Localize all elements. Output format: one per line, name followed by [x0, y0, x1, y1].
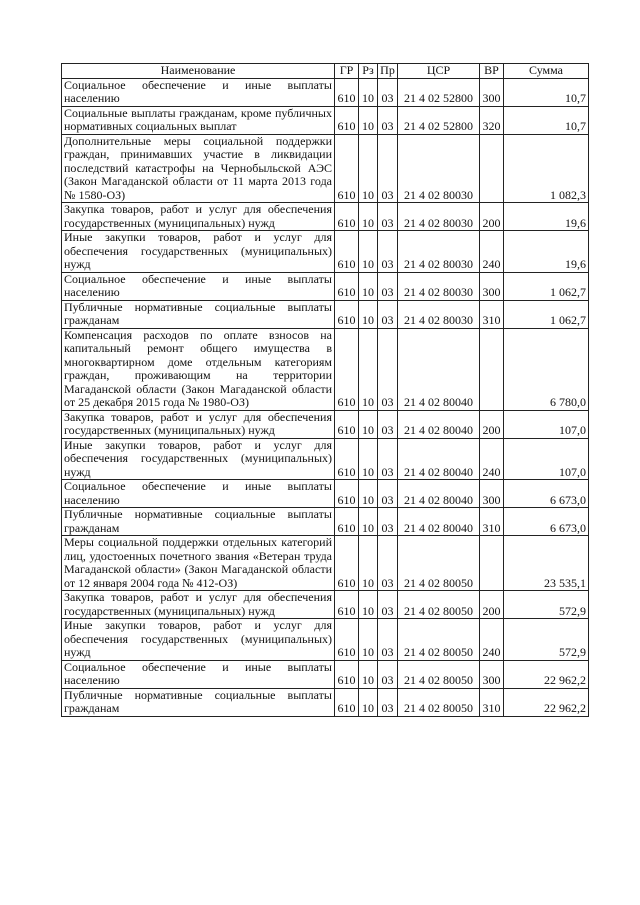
cell-vr: 240	[480, 231, 504, 273]
cell-name: Закупка товаров, работ и услуг для обеспечения государственных (муниципальных) нужд	[62, 410, 335, 438]
table-row	[62, 480, 589, 508]
table-row	[62, 410, 589, 438]
cell-rz: 10	[359, 508, 378, 536]
cell-rz: 10	[359, 660, 378, 688]
cell-name: Иные закупки товаров, работ и услуг для обеспечения государственных (муниципальных) нужд	[62, 619, 335, 661]
cell-sum: 19,6	[504, 231, 589, 273]
cell-pr: 03	[378, 410, 398, 438]
cell-csr: 21 4 02 52800	[398, 106, 480, 134]
cell-name: Закупка товаров, работ и услуг для обеспечения государственных (муниципальных) нужд	[62, 203, 335, 231]
cell-vr: 300	[480, 660, 504, 688]
cell-sum: 10,7	[504, 78, 589, 106]
cell-csr: 21 4 02 80030	[398, 272, 480, 300]
cell-pr: 03	[378, 688, 398, 716]
cell-sum: 22 962,2	[504, 660, 589, 688]
cell-gr: 610	[335, 78, 359, 106]
header-vr: ВР	[480, 64, 504, 79]
cell-sum: 107,0	[504, 438, 589, 480]
cell-pr: 03	[378, 300, 398, 328]
cell-gr: 610	[335, 328, 359, 410]
cell-vr	[480, 536, 504, 591]
cell-csr: 21 4 02 52800	[398, 78, 480, 106]
cell-sum: 1 082,3	[504, 134, 589, 203]
cell-name: Закупка товаров, работ и услуг для обеспечения государственных (муниципальных) нужд	[62, 591, 335, 619]
cell-gr: 610	[335, 688, 359, 716]
cell-rz: 10	[359, 536, 378, 591]
cell-vr: 300	[480, 78, 504, 106]
cell-csr: 21 4 02 80030	[398, 231, 480, 273]
cell-name: Социальное обеспечение и иные выплаты населению	[62, 660, 335, 688]
cell-vr: 240	[480, 438, 504, 480]
cell-pr: 03	[378, 231, 398, 273]
cell-sum: 22 962,2	[504, 688, 589, 716]
cell-name: Иные закупки товаров, работ и услуг для обеспечения государственных (муниципальных) нужд	[62, 438, 335, 480]
cell-vr: 200	[480, 203, 504, 231]
cell-vr: 310	[480, 508, 504, 536]
cell-rz: 10	[359, 410, 378, 438]
cell-pr: 03	[378, 438, 398, 480]
cell-name: Дополнительные меры социальной поддержки граждан, принимавших участие в ликвидации последствий катастрофы на Чернобыльской АЭС (Закон Магаданской области от 11 марта 2013 года № 1580-ОЗ)	[62, 134, 335, 203]
cell-rz: 10	[359, 328, 378, 410]
cell-pr: 03	[378, 480, 398, 508]
table-row	[62, 508, 589, 536]
cell-gr: 610	[335, 536, 359, 591]
cell-rz: 10	[359, 203, 378, 231]
table-row	[62, 438, 589, 480]
header-rz: Рз	[359, 64, 378, 79]
budget-table	[61, 63, 589, 717]
cell-vr: 310	[480, 688, 504, 716]
header-pr: Пр	[378, 64, 398, 79]
cell-vr	[480, 134, 504, 203]
cell-rz: 10	[359, 300, 378, 328]
table-row	[62, 134, 589, 203]
cell-csr: 21 4 02 80050	[398, 591, 480, 619]
cell-pr: 03	[378, 508, 398, 536]
cell-gr: 610	[335, 300, 359, 328]
table-row	[62, 78, 589, 106]
cell-vr: 300	[480, 480, 504, 508]
cell-sum: 6 673,0	[504, 508, 589, 536]
cell-name: Социальное обеспечение и иные выплаты населению	[62, 480, 335, 508]
cell-vr: 320	[480, 106, 504, 134]
cell-pr: 03	[378, 591, 398, 619]
table-row	[62, 619, 589, 661]
table-row	[62, 231, 589, 273]
cell-rz: 10	[359, 438, 378, 480]
cell-csr: 21 4 02 80040	[398, 438, 480, 480]
cell-rz: 10	[359, 619, 378, 661]
cell-sum: 1 062,7	[504, 272, 589, 300]
cell-vr: 200	[480, 410, 504, 438]
table-row	[62, 300, 589, 328]
cell-rz: 10	[359, 591, 378, 619]
cell-gr: 610	[335, 619, 359, 661]
cell-rz: 10	[359, 134, 378, 203]
table-row	[62, 272, 589, 300]
cell-name: Компенсация расходов по оплате взносов на капитальный ремонт общего имущества в многоквартирном доме отдельным категориям граждан, проживающим на территории Магаданской области (Закон Магаданской области от 25 декабря 2015 года № 1980-ОЗ)	[62, 328, 335, 410]
cell-csr: 21 4 02 80050	[398, 536, 480, 591]
cell-sum: 23 535,1	[504, 536, 589, 591]
cell-rz: 10	[359, 272, 378, 300]
cell-rz: 10	[359, 106, 378, 134]
table-row	[62, 536, 589, 591]
cell-sum: 6 673,0	[504, 480, 589, 508]
cell-vr: 240	[480, 619, 504, 661]
table-row	[62, 328, 589, 410]
cell-pr: 03	[378, 660, 398, 688]
cell-rz: 10	[359, 78, 378, 106]
cell-pr: 03	[378, 619, 398, 661]
cell-rz: 10	[359, 688, 378, 716]
table-row	[62, 660, 589, 688]
cell-csr: 21 4 02 80050	[398, 619, 480, 661]
cell-vr: 200	[480, 591, 504, 619]
cell-sum: 572,9	[504, 619, 589, 661]
cell-pr: 03	[378, 78, 398, 106]
cell-csr: 21 4 02 80040	[398, 508, 480, 536]
cell-pr: 03	[378, 328, 398, 410]
cell-csr: 21 4 02 80050	[398, 688, 480, 716]
cell-gr: 610	[335, 134, 359, 203]
cell-vr: 300	[480, 272, 504, 300]
table-row	[62, 591, 589, 619]
cell-csr: 21 4 02 80030	[398, 300, 480, 328]
cell-name: Социальное обеспечение и иные выплаты населению	[62, 272, 335, 300]
cell-csr: 21 4 02 80050	[398, 660, 480, 688]
cell-sum: 19,6	[504, 203, 589, 231]
table-row	[62, 106, 589, 134]
cell-pr: 03	[378, 203, 398, 231]
header-row	[62, 64, 589, 79]
cell-vr: 310	[480, 300, 504, 328]
cell-sum: 107,0	[504, 410, 589, 438]
cell-csr: 21 4 02 80040	[398, 410, 480, 438]
cell-gr: 610	[335, 591, 359, 619]
cell-gr: 610	[335, 508, 359, 536]
cell-csr: 21 4 02 80030	[398, 134, 480, 203]
cell-pr: 03	[378, 272, 398, 300]
cell-name: Публичные нормативные социальные выплаты гражданам	[62, 688, 335, 716]
cell-pr: 03	[378, 134, 398, 203]
header-csr: ЦСР	[398, 64, 480, 79]
cell-pr: 03	[378, 106, 398, 134]
cell-sum: 572,9	[504, 591, 589, 619]
header-sum: Сумма	[504, 64, 589, 79]
cell-name: Публичные нормативные социальные выплаты гражданам	[62, 300, 335, 328]
cell-rz: 10	[359, 480, 378, 508]
cell-vr	[480, 328, 504, 410]
cell-gr: 610	[335, 410, 359, 438]
cell-gr: 610	[335, 203, 359, 231]
header-gr: ГР	[335, 64, 359, 79]
cell-gr: 610	[335, 480, 359, 508]
cell-gr: 610	[335, 231, 359, 273]
cell-name: Публичные нормативные социальные выплаты гражданам	[62, 508, 335, 536]
table-body	[62, 78, 589, 716]
cell-name: Иные закупки товаров, работ и услуг для обеспечения государственных (муниципальных) нужд	[62, 231, 335, 273]
cell-name: Социальное обеспечение и иные выплаты населению	[62, 78, 335, 106]
cell-sum: 6 780,0	[504, 328, 589, 410]
cell-name: Меры социальной поддержки отдельных категорий лиц, удостоенных почетного звания «Ветеран труда Магаданской области» (Закон Магаданской области от 12 января 2004 года № 412-ОЗ)	[62, 536, 335, 591]
cell-rz: 10	[359, 231, 378, 273]
cell-csr: 21 4 02 80030	[398, 203, 480, 231]
cell-gr: 610	[335, 272, 359, 300]
cell-sum: 1 062,7	[504, 300, 589, 328]
header-name: Наименование	[62, 64, 335, 79]
cell-pr: 03	[378, 536, 398, 591]
table-row	[62, 688, 589, 716]
cell-csr: 21 4 02 80040	[398, 480, 480, 508]
cell-gr: 610	[335, 660, 359, 688]
cell-csr: 21 4 02 80040	[398, 328, 480, 410]
cell-gr: 610	[335, 438, 359, 480]
cell-gr: 610	[335, 106, 359, 134]
cell-name: Социальные выплаты гражданам, кроме публичных нормативных социальных выплат	[62, 106, 335, 134]
cell-sum: 10,7	[504, 106, 589, 134]
table-row	[62, 203, 589, 231]
